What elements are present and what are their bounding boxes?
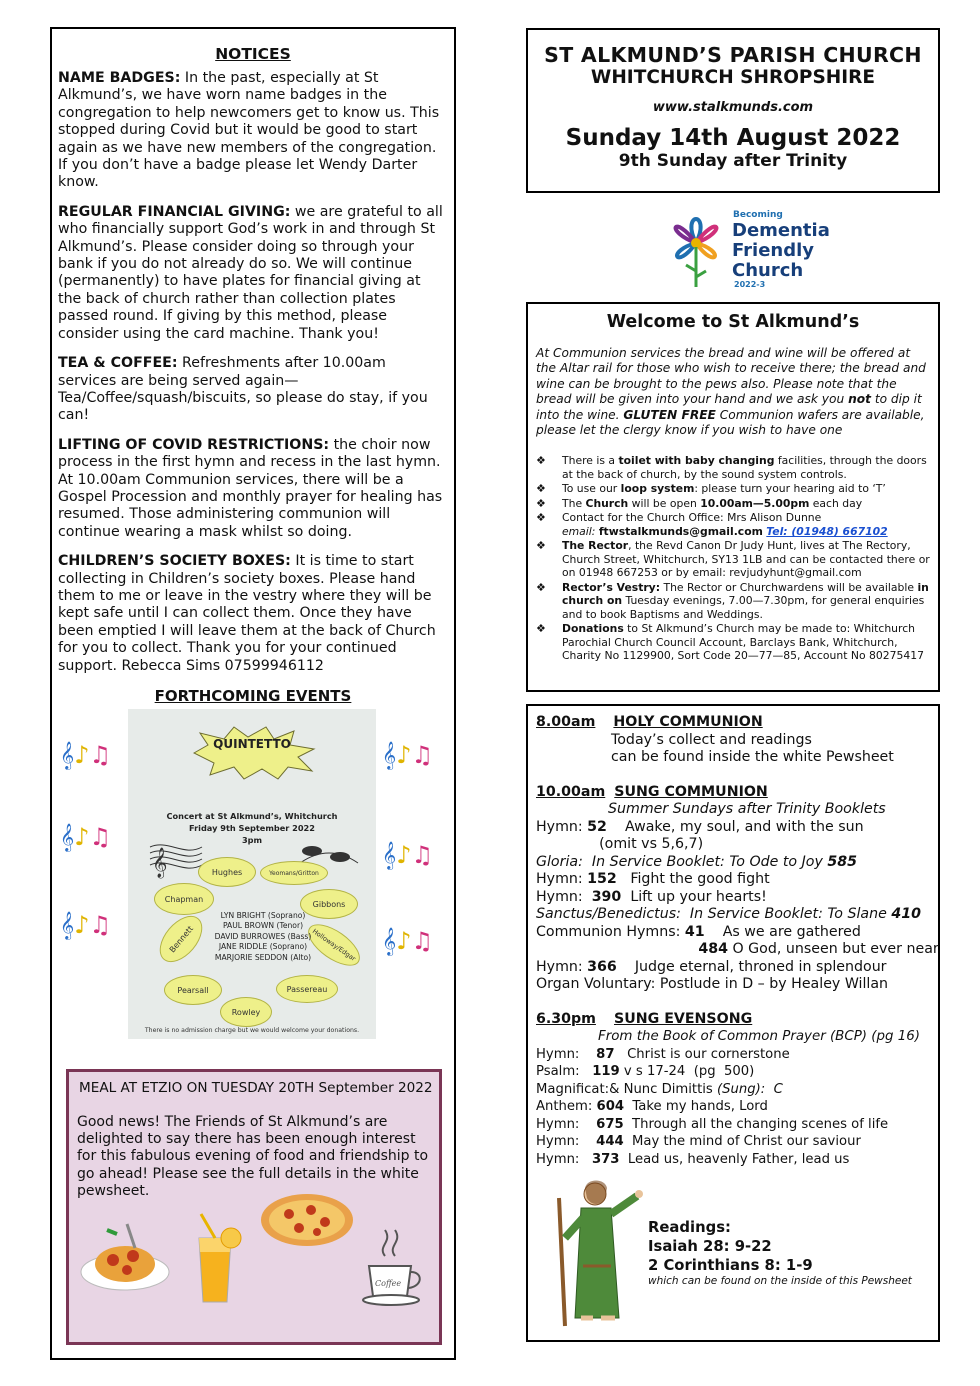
reading-item: 2 Corinthians 8: 1-9 [648, 1257, 813, 1274]
diamond-bullet-icon: ❖ [536, 454, 546, 468]
list-item: ❖ Donations to St Alkmund’s Church may be made to: Whitchurch Parochial Church Council Account, Barclays Bank, Whitchurch, Charity No 1129900, Sort Code 20—77—85, Account No 80275417 [536, 622, 924, 663]
church-location: WHITCHURCH SHROPSHIRE [590, 67, 876, 88]
meal-notice [66, 1069, 442, 1345]
composer-oval: Chapman [154, 883, 214, 915]
apostle-figure-icon [553, 1178, 645, 1330]
notice-item: REGULAR FINANCIAL GIVING: we are grateful to all who financially support God’s work in and through St Alkmund’s. Please consider doing so through your bank if you do not already do so. We will continue (permanently) to have plates for financial giving at the back of church rather than collection plates passed round. If giving by this method, please consider using the card machine. Thank you! [58, 203, 443, 342]
notice-item: LIFTING OF COVID RESTRICTIONS: the choir now process in the first hymn and recess in the last hymn. At 10.00am Communion services, there will be a Gospel Procession and monthly prayer for healing has resumed. Those administering communion will continue wearing a mask whilst so doing. [58, 436, 443, 540]
flower-logo-icon [660, 207, 732, 289]
singer: LYN BRIGHT (Soprano) [220, 911, 306, 920]
music-notes-icon: 𝄞♪♫ [382, 927, 434, 955]
logo-line: Church [732, 260, 804, 281]
composer-oval: Gibbons [300, 889, 358, 919]
music-notes-icon: 𝄞♪♫ [382, 741, 434, 769]
music-notes-icon: 𝄞♪♫ [60, 911, 112, 939]
readings-title: Readings: [648, 1219, 731, 1236]
pizza-icon [259, 1192, 355, 1248]
notice-item: CHILDREN’S SOCIETY BOXES: It is time to start collecting in Children’s society boxes. Please hand them to me or leave in the vestry where they will be kept safe until I can collect them. Once they have been emptied I will leave them at the back of Church for you to collect. Thank you for your continued support. Rebecca Sims 07599946112 [58, 553, 436, 674]
communion-info: At Communion services the bread and wine will be offered at the Altar rail for those who wish to receive there; the bread and wine can be brought to the pews also. Please note that the bread will be given into your hand and we ask you not to dip it into the wine. GLUTEN FREE Communion wafers are available, please let the clergy know if you wish to have one [536, 346, 926, 438]
church-name: ST ALKMUND’S PARISH CHURCH [544, 43, 922, 67]
hymn-line: Hymn: 152 Fight the good fight [536, 871, 770, 887]
coffee-cup-icon [361, 1226, 423, 1308]
hymn-line: Hymn: 444 May the mind of Christ our saviour [536, 1134, 861, 1149]
poster-line: Concert at St Alkmund’s, Whitchurch [166, 811, 338, 821]
starburst-icon [190, 725, 318, 781]
service-name: SUNG EVENSONG [614, 1010, 753, 1027]
hymn-line: Psalm: 119 v s 17-24 (pg 500) [536, 1064, 755, 1079]
composer-oval: Passereau [276, 975, 338, 1003]
music-staff-icon [148, 837, 204, 883]
notices-title: NOTICES [215, 45, 291, 63]
hymn-line: Sanctus/Benedictus: In Service Booklet: To Slane 410 [536, 906, 921, 922]
music-notes-icon: 𝄞♪♫ [60, 741, 112, 769]
poster-footer: There is no admission charge but we would welcome your donations. [144, 1027, 360, 1034]
logo-line: Friendly [732, 240, 815, 261]
reading-item: Isaiah 28: 9-22 [648, 1238, 772, 1255]
composer-oval: Hughes [198, 857, 256, 887]
welcome-bullets [536, 454, 930, 663]
music-notes-icon: 𝄞♪♫ [382, 841, 434, 869]
hymn-line: (omit vs 5,6,7) [536, 836, 704, 852]
list-item: ❖ There is a toilet with baby changing facilities, through the doors at the back of church, by the sound system controls. [536, 454, 927, 481]
service-note: From the Book of Common Prayer (BCP) (pg 16) [598, 1029, 921, 1044]
service-note: can be found inside the white Pewsheet [611, 749, 894, 765]
singers-list [188, 911, 338, 963]
service-time: 6.30pm [536, 1010, 596, 1027]
service-name: SUNG COMMUNION [614, 783, 768, 800]
hymn-line: Gloria: In Service Booklet: To Ode to Joy 585 [536, 853, 858, 870]
liturgical-day: 9th Sunday after Trinity [618, 151, 848, 171]
list-item: ❖ To use our loop system: please turn your hearing aid to ‘T’ [536, 482, 886, 496]
service-note: Today’s collect and readings [611, 731, 812, 748]
composer-oval: Rowley [220, 997, 272, 1027]
service-note: Summer Sundays after Trinity Booklets [608, 801, 886, 817]
readings-note: which can be found on the inside of this Pewsheet [648, 1275, 912, 1287]
hymn-line: Organ Voluntary: Postlude in D – by Healey Willan [536, 976, 889, 992]
notices-list [58, 70, 448, 675]
service-time: 10.00am [536, 783, 606, 800]
service-name: HOLY COMMUNION [613, 714, 763, 730]
office-phone-link[interactable]: Tel: (01948) 667102 [766, 524, 888, 538]
diamond-bullet-icon: ❖ [536, 580, 546, 594]
hymn-line: 484 O God, unseen but ever near [698, 941, 939, 957]
singer: MARJORIE SEDDON (Alto) [214, 952, 312, 962]
events-title: FORTHCOMING EVENTS [154, 687, 352, 705]
service-time: 8.00am [536, 714, 596, 730]
singer: PAUL BROWN (Tenor) [222, 921, 304, 931]
logo-becoming: Becoming [733, 210, 783, 220]
logo-text [732, 221, 830, 281]
svg-text:𝄞: 𝄞 [152, 848, 168, 878]
cup-label: Coffee [375, 1279, 402, 1288]
juice-glass-icon [185, 1212, 245, 1308]
hymn-line: Anthem: 604 Take my hands, Lord [536, 1099, 768, 1114]
poster-line: 3pm [241, 835, 263, 845]
list-item: ❖ The Church will be open 10.00am—5.00pm each day [536, 496, 863, 510]
concert-poster [128, 709, 376, 1039]
hymn-line: Hymn: 52 Awake, my soul, and with the sun [536, 818, 864, 835]
meal-text: Good news! The Friends of St Alkmund’s are delighted to say there has been enough interest for this fabulous evening of food and friendship to go ahead! Please see the full details in the white pewsheet. [77, 1114, 429, 1199]
hymn-line: Hymn: 87 Christ is our cornerstone [536, 1046, 790, 1062]
hymn-line: Hymn: 366 Judge eternal, throned in splendour [536, 958, 887, 975]
notice-item: TEA & COFFEE: Refreshments after 10.00am services are being served again—Tea/Coffee/squash/biscuits, so please do stay, if you can! [58, 355, 428, 424]
composer-oval: Bennett [151, 908, 210, 970]
poster-line: Friday 9th September 2022 [189, 823, 315, 833]
notices-panel [50, 27, 456, 1360]
service-holy-communion [536, 714, 938, 767]
hymn-line: Communion Hymns: 41 As we are gathered [536, 923, 861, 940]
list-item: ❖ Contact for the Church Office: Mrs Alison Dunne email: ftwstalkmunds@gmail.com Tel: (01948) 667102 [536, 511, 888, 538]
composer-oval: Yeomans/Gritton [260, 861, 328, 885]
office-email[interactable]: ftwstalkmunds@gmail.com [598, 524, 763, 538]
spaghetti-icon [77, 1220, 173, 1296]
dementia-friendly-logo [660, 205, 840, 290]
logo-year: 2022-3 [734, 280, 766, 289]
music-notes-icon: 𝄞♪♫ [60, 823, 112, 851]
church-header [526, 28, 940, 193]
readings-block [648, 1218, 912, 1288]
service-date: Sunday 14th August 2022 [565, 125, 901, 151]
hymn-line: Hymn: 373 Lead us, heavenly Father, lead us [536, 1151, 850, 1167]
list-item: ❖ Rector’s Vestry: The Rector or Churchwardens will be available in church on Tuesday evenings, 7.00—7.30pm, for general enquiries and to book Baptisms and Weddings. [536, 580, 929, 621]
diamond-bullet-icon: ❖ [536, 511, 546, 525]
service-sung-communion [536, 784, 938, 994]
welcome-title: Welcome to St Alkmund’s [606, 312, 860, 332]
welcome-panel [526, 302, 940, 692]
meal-title: MEAL AT ETZIO ON TUESDAY 20TH September 2022 [79, 1080, 433, 1096]
composer-oval: Holloway/Edgar [301, 916, 366, 973]
composer-oval: Pearsall [164, 975, 222, 1005]
logo-line: Dementia [732, 220, 830, 241]
hymn-line: Hymn: 675 Through all the changing scenes of life [536, 1116, 889, 1132]
service-sung-evensong [536, 1011, 938, 1169]
diamond-bullet-icon: ❖ [536, 539, 546, 553]
website-link[interactable]: www.stalkmunds.com [652, 100, 814, 115]
diamond-bullet-icon: ❖ [536, 622, 546, 636]
singer: DAVID BURROWES (Bass) [214, 931, 312, 941]
diamond-bullet-icon: ❖ [536, 482, 546, 496]
hymn-line: Magnificat:& Nunc Dimittis (Sung): C [536, 1081, 783, 1097]
poster-title: QUINTETTO [213, 737, 291, 751]
list-item: ❖ The Rector, the Revd Canon Dr Judy Hunt, lives at The Rectory, Church Street, Whitchurch, SY13 1LB and can be contacted there or on 01948 667253 or by email: revjudyhunt@gmail.com [536, 539, 930, 580]
notice-item: NAME BADGES: In the past, especially at St Alkmund’s, we have worn name badges in the congregation to help newcomers get to know us. This stopped during Covid but it would be good to start again as we have new members of the congregation. If you don’t have a badge please let Wendy Darter know. [58, 70, 440, 191]
diamond-bullet-icon: ❖ [536, 496, 546, 510]
hymn-line: Hymn: 390 Lift up your hearts! [536, 888, 767, 905]
singer: JANE RIDDLE (Soprano) [218, 942, 308, 952]
